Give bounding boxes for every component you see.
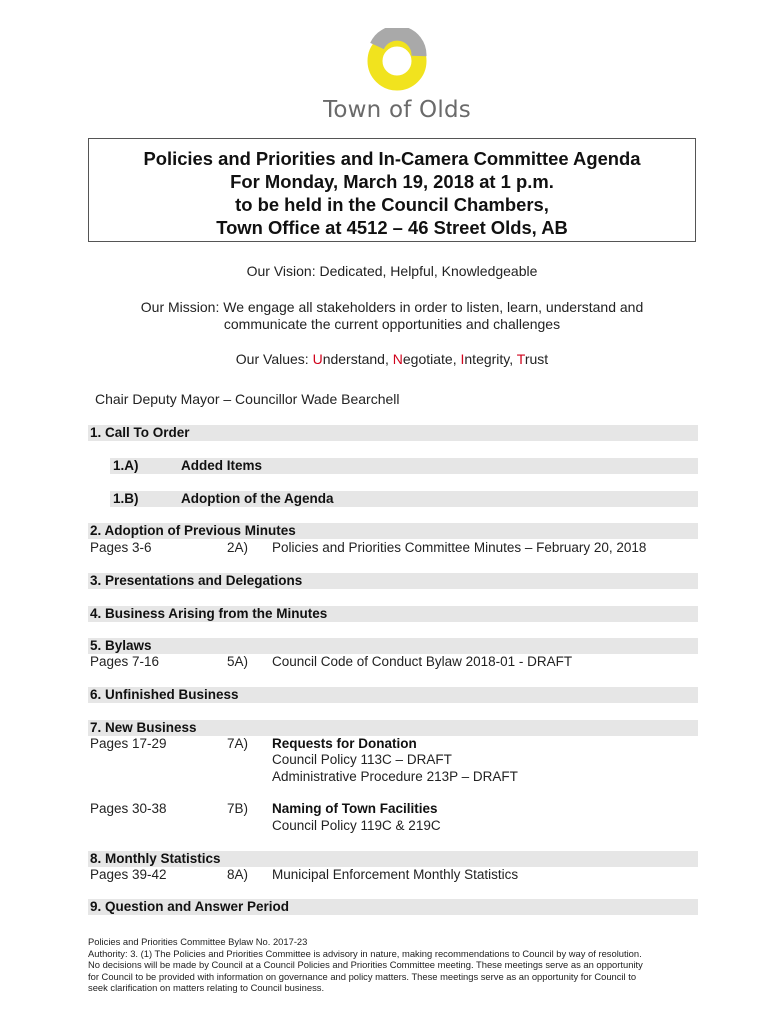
mission-line-1: Our Mission: We engage all stakeholders in order to listen, learn, understand and [140, 299, 644, 315]
item-line-7b-1: Council Policy 119C & 219C [272, 818, 441, 833]
footer-line-1: Policies and Priorities Committee Bylaw No. 2017-23 [88, 936, 308, 947]
logo-text: Town of Olds [323, 97, 471, 123]
chair-line: Chair Deputy Mayor – Councillor Wade Bearchell [95, 391, 400, 407]
item-line-7a-1: Council Policy 113C – DRAFT [272, 752, 452, 767]
value-initial: U [312, 351, 323, 367]
values-prefix: Our Values: [235, 351, 313, 367]
item-number-5a: 5A) [227, 654, 249, 669]
item-number-7a: 7A) [227, 736, 249, 751]
value-initial: T [516, 351, 525, 367]
item-label-1a: Added Items [181, 458, 263, 473]
value-rest: rust [524, 351, 549, 367]
footer-authority [88, 936, 698, 994]
values-statement [88, 351, 696, 368]
section-heading-2: 2. Adoption of Previous Minutes [90, 523, 296, 538]
pages-ref-2: Pages 3-6 [90, 540, 152, 555]
title-line-2: For Monday, March 19, 2018 at 1 p.m. [230, 171, 554, 192]
item-number-8a: 8A) [227, 867, 249, 882]
footer-line-5: seek clarification on matters relating to Council business. [88, 982, 325, 994]
item-desc-8a: Municipal Enforcement Monthly Statistics [272, 867, 519, 882]
town-logo [322, 28, 472, 128]
item-line-7a-2: Administrative Procedure 213P – DRAFT [272, 769, 518, 784]
section-heading-7: 7. New Business [90, 720, 197, 735]
footer-line-2: Authority: 3. (1) The Policies and Priorities Committee is advisory in nature, making recommendations to Council by way of resolution. [88, 947, 642, 959]
title-line-1: Policies and Priorities and In-Camera Committee Agenda [143, 148, 641, 169]
item-number-2a: 2A) [227, 540, 249, 555]
value-initial: I [460, 351, 465, 367]
value-separator: , [509, 351, 517, 367]
pages-ref-7b: Pages 30-38 [90, 801, 167, 816]
item-desc-2a: Policies and Priorities Committee Minutes – February 20, 2018 [272, 540, 647, 555]
section-heading-3: 3. Presentations and Delegations [90, 573, 303, 588]
value-rest: ntegrity [464, 351, 510, 367]
item-title-7b: Naming of Town Facilities [272, 801, 438, 816]
title-line-4: Town Office at 4512 – 46 Street Olds, AB [216, 217, 568, 238]
ring-logo-icon [357, 28, 437, 94]
footer-line-3: No decisions will be made by Council at a Council Policies and Priorities Committee meeting. These meetings serve as an opportunity [88, 959, 643, 971]
footer-line-4: for Council to be provided with information on governance and policy matters. These meetings serve as an opportunity for Council to [88, 970, 637, 982]
value-initial: N [392, 351, 403, 367]
section-heading-1: 1. Call To Order [90, 425, 190, 440]
section-heading-9: 9. Question and Answer Period [90, 899, 290, 914]
item-desc-5a: Council Code of Conduct Bylaw 2018-01 - DRAFT [272, 654, 573, 669]
value-separator: , [384, 351, 393, 367]
title-line-3: to be held in the Council Chambers, [235, 194, 549, 215]
section-heading-4: 4. Business Arising from the Minutes [90, 606, 328, 621]
value-separator: , [452, 351, 461, 367]
value-rest: nderstand [322, 351, 385, 367]
item-label-1b: Adoption of the Agenda [181, 491, 334, 506]
item-number-1a: 1.A) [113, 458, 139, 473]
item-number-7b: 7B) [227, 801, 249, 816]
vision-statement: Our Vision: Dedicated, Helpful, Knowledgeable [246, 263, 538, 279]
agenda-title-box [88, 138, 696, 242]
item-title-7a: Requests for Donation [272, 736, 417, 751]
mission-statement [88, 299, 696, 333]
pages-ref-5: Pages 7-16 [90, 654, 160, 669]
pages-ref-7a: Pages 17-29 [90, 736, 167, 751]
section-heading-8: 8. Monthly Statistics [90, 851, 221, 866]
section-heading-5: 5. Bylaws [90, 638, 152, 653]
item-number-1b: 1.B) [113, 491, 139, 506]
mission-line-2: communicate the current opportunities and challenges [223, 316, 561, 332]
pages-ref-8: Pages 39-42 [90, 867, 167, 882]
section-bar-5 [88, 638, 698, 654]
value-rest: egotiate [402, 351, 453, 367]
section-heading-6: 6. Unfinished Business [90, 687, 239, 702]
